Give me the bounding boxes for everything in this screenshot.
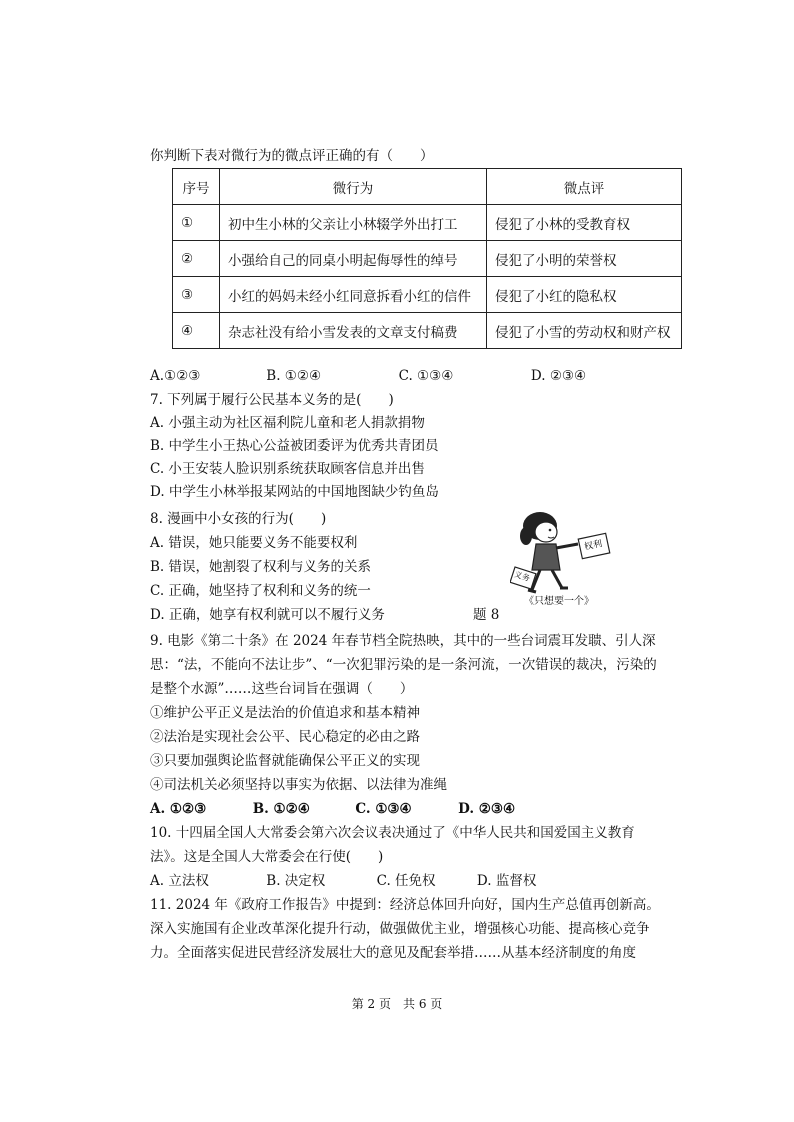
q7-option-c: C. 小王安装人脸识别系统获取顾客信息并出售	[150, 461, 425, 477]
q8-option-a: A. 错误，她只能要义务不能要权利	[150, 535, 358, 551]
q8-figure-label: 题 8	[473, 607, 500, 623]
cartoon-caption: 《只想要一个》	[524, 596, 594, 607]
row-behavior: 小红的妈妈未经小红同意拆看小红的信件	[220, 277, 487, 313]
row-behavior: 初中生小林的父亲让小林辍学外出打工	[220, 205, 487, 241]
q11-stem-line: 力。全面落实促进民营经济发展壮大的意见及配套举措……从基本经济制度的角度	[150, 945, 636, 961]
q6-table	[172, 168, 682, 349]
page-footer: 第 2 页 共 6 页	[351, 997, 443, 1011]
q6-intro: 你判断下表对微行为的微点评正确的有（ ）	[150, 148, 434, 164]
q7-stem: 7. 下列属于履行公民基本义务的是( )	[150, 392, 394, 408]
cartoon-sign-left: 义务	[513, 569, 531, 584]
row-num: ①	[173, 205, 220, 241]
row-num: ④	[173, 313, 220, 349]
q6-option-c: C. ①③④	[398, 368, 454, 384]
cartoon-sign-right: 权利	[583, 539, 604, 553]
q8-option-d: D. 正确，她享有权利就可以不履行义务	[150, 607, 385, 623]
table-row	[173, 277, 682, 313]
q9-option-a: A. ①②③	[150, 801, 207, 817]
q9-option-c: C. ①③④	[355, 801, 412, 817]
q10-option-a: A. 立法权	[150, 873, 209, 889]
row-comment: 侵犯了小林的受教育权	[487, 205, 682, 241]
header-num: 序号	[173, 169, 220, 205]
q10-stem-line: 法》。这是全国人大常委会在行使( )	[150, 849, 384, 865]
q9-statement-4: ④司法机关必须坚持以事实为依据、以法律为准绳	[150, 777, 447, 793]
q9-statement-2: ②法治是实现社会公平、民心稳定的必由之路	[150, 729, 420, 745]
q9-statement-3: ③只要加强舆论监督就能确保公平正义的实现	[150, 753, 420, 769]
q9-statement-1: ①维护公平正义是法治的价值追求和基本精神	[150, 705, 420, 721]
q10-option-d: D. 监督权	[476, 873, 537, 889]
q10-option-b: B. 决定权	[266, 873, 326, 889]
q10-option-c: C. 任免权	[376, 873, 436, 889]
q8-cartoon	[510, 508, 628, 607]
q7-option-a: A. 小强主动为社区福利院儿童和老人捐款捐物	[150, 415, 425, 431]
row-behavior: 杂志社没有给小雪发表的文章支付稿费	[220, 313, 487, 349]
q9-option-d: D. ②③④	[458, 801, 516, 817]
row-num: ②	[173, 241, 220, 277]
table-row	[173, 241, 682, 277]
q6-options	[150, 366, 586, 386]
table-row	[173, 313, 682, 349]
row-num: ③	[173, 277, 220, 313]
q7-option-d: D. 中学生小林举报某网站的中国地图缺少钓鱼岛	[150, 484, 439, 500]
q8-option-b: B. 错误，她割裂了权利与义务的关系	[150, 559, 372, 575]
q11-stem-line: 深入实施国有企业改革深化提升行动，做强做优主业，增强核心功能、提高核心竞争	[150, 921, 650, 937]
header-behavior: 微行为	[220, 169, 487, 205]
row-comment: 侵犯了小红的隐私权	[487, 277, 682, 313]
q8-option-c: C. 正确，她坚持了权利和义务的统一	[150, 583, 371, 599]
q6-option-a: A.①②③	[150, 368, 201, 384]
q10-options	[150, 871, 536, 891]
row-behavior: 小强给自己的同桌小明起侮辱性的绰号	[220, 241, 487, 277]
q11-stem-line: 11. 2024 年《政府工作报告》中提到：经济总体回升向好，国内生产总值再创新高。	[150, 897, 660, 913]
q9-stem-line: 9. 电影《第二十条》在 2024 年春节档全院热映，其中的一些台词震耳发聩、引人深	[150, 633, 656, 649]
q9-stem-line: 思：“法，不能向不法让步”、“一次犯罪污染的是一条河流，一次错误的裁决，污染的	[150, 657, 657, 673]
q10-stem-line: 10. 十四届全国人大常委会第六次会议表决通过了《中华人民共和国爱国主义教育	[150, 825, 635, 841]
q9-stem-line: 是整个水源”……这些台词旨在强调（ ）	[150, 681, 414, 697]
q8-stem: 8. 漫画中小女孩的行为( )	[150, 511, 327, 527]
q9-option-b: B. ①②④	[252, 801, 310, 817]
q6-option-d: D. ②③④	[530, 368, 587, 384]
row-comment: 侵犯了小雪的劳动权和财产权	[487, 313, 682, 349]
row-comment: 侵犯了小明的荣誉权	[487, 241, 682, 277]
girl-cartoon-icon	[510, 508, 628, 604]
table-row	[173, 205, 682, 241]
q6-option-b: B. ①②④	[266, 368, 322, 384]
header-comment: 微点评	[487, 169, 682, 205]
q9-options	[150, 799, 515, 819]
table-header-row	[173, 169, 682, 205]
q7-option-b: B. 中学生小王热心公益被团委评为优秀共青团员	[150, 438, 439, 454]
